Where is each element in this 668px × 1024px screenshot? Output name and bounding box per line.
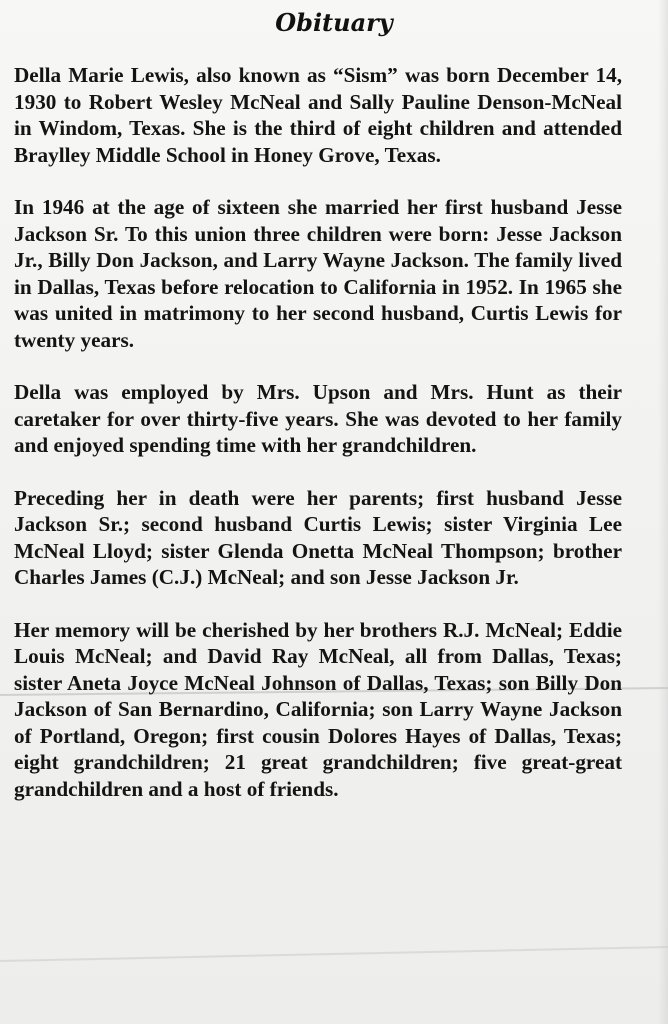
paper-edge-shadow (658, 0, 668, 1024)
paragraph-employment: Della was employed by Mrs. Upson and Mrs. Hunt as their caretaker for over thirty-five years. She was devoted to her family and enjoyed spending time with her grandchildren. (14, 380, 622, 457)
page-title: Obituary (275, 8, 393, 37)
paragraph-marriages: In 1946 at the age of sixteen she married her first husband Jesse Jackson Sr. To this union three children were born: Jesse Jackson Jr., Billy Don Jackson, and Larry Wayne Jackson. The family lived in Dallas, Texas before relocation to California in 1952. In 1965 she was united in matrimony to her second husband, Curtis Lewis for twenty years. (14, 195, 622, 352)
paper-fold-line (0, 946, 668, 962)
obituary-body (14, 62, 622, 828)
paragraph-survivors: Her memory will be cherished by her brothers R.J. McNeal; Eddie Louis McNeal; and David Ray McNeal, all from Dallas, Texas; sister Aneta Joyce McNeal Johnson of Dallas, Texas; son Billy Don Jackson of San Bernardino, California; son Larry Wayne Jackson of Portland, Oregon; first cousin Dolores Hayes of Dallas, Texas; eight grandchildren; 21 great grandchildren; five great-great grandchildren and a host of friends. (14, 617, 622, 801)
paragraph-preceded-in-death: Preceding her in death were her parents; first husband Jesse Jackson Sr.; second husband Curtis Lewis; sister Virginia Lee McNeal Lloyd; sister Glenda Onetta McNeal Thompson; brother Charles James (C.J.) McNeal; and son Jesse Jackson Jr. (14, 485, 622, 589)
paragraph-birth: Della Marie Lewis, also known as “Sism” was born December 14, 1930 to Robert Wesley McNeal and Sally Pauline Denson-McNeal in Windom, Texas. She is the third of eight children and attended Braylley Middle School in Honey Grove, Texas. (14, 63, 622, 167)
